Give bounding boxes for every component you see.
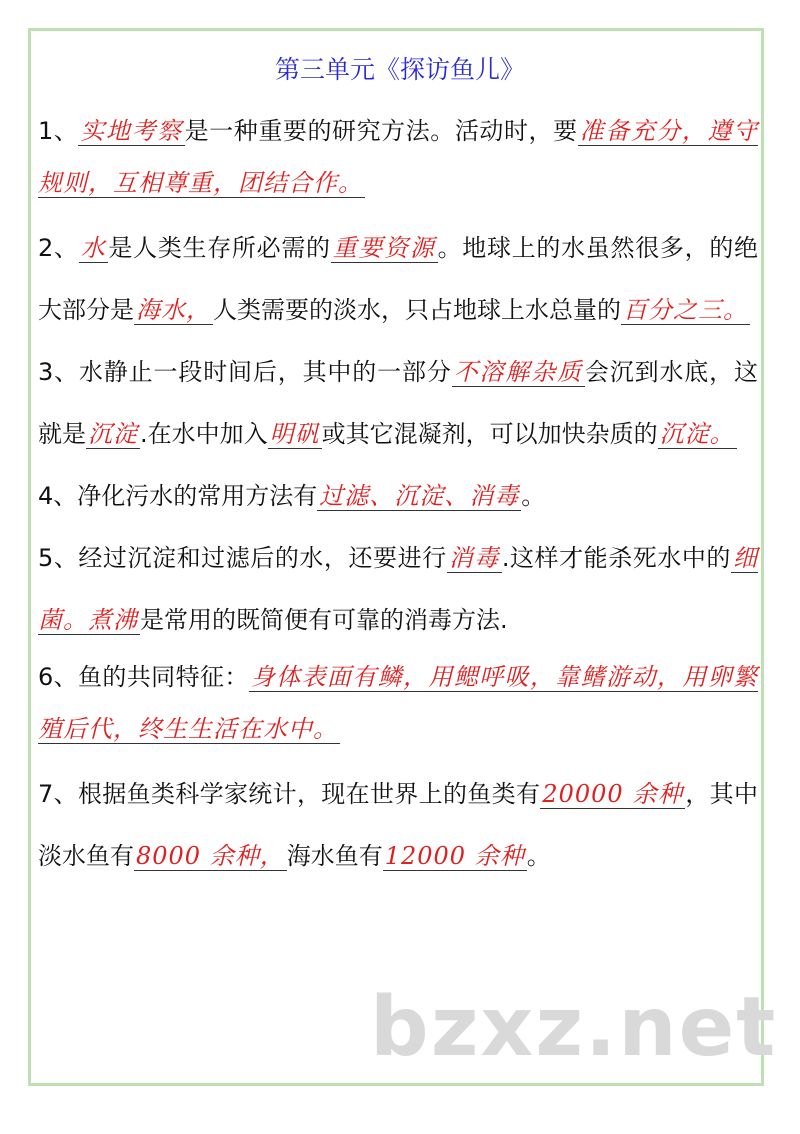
note-text: 。 bbox=[521, 482, 546, 510]
answer-blank: 12000 余种 bbox=[384, 842, 525, 870]
notes-content bbox=[38, 105, 758, 887]
answer-blank: 消毒 bbox=[448, 544, 500, 572]
answer-blank: 百分之三。 bbox=[623, 296, 748, 324]
answer-blank: 水 bbox=[80, 234, 107, 262]
note-item-2 bbox=[38, 217, 758, 341]
note-text: 。地球上的水虽然很多，的绝大部分是 bbox=[38, 234, 759, 324]
answer-blank: 8000 余种， bbox=[136, 842, 285, 870]
note-text: 会沉到水底，这就是 bbox=[38, 358, 759, 448]
note-text: 5、经过沉淀和过滤后的水，还要进行 bbox=[38, 544, 447, 572]
note-item-7 bbox=[38, 763, 758, 887]
answer-blank: 不溶解杂质 bbox=[453, 358, 583, 386]
note-text: 是常用的既简便有可靠的消毒方法. bbox=[140, 606, 508, 634]
note-item-4 bbox=[38, 465, 758, 527]
note-text: 3、水静止一段时间后，其中的一部分 bbox=[38, 358, 452, 386]
note-text: 2、 bbox=[38, 234, 79, 262]
page-title: 第三单元《探访鱼儿》 bbox=[274, 55, 525, 84]
answer-blank: 过滤、沉淀、消毒 bbox=[319, 482, 520, 510]
note-text: 。 bbox=[526, 842, 551, 870]
answer-blank: 实地考察 bbox=[80, 117, 183, 145]
answer-blank: 重要资源 bbox=[332, 234, 436, 262]
note-text: 4、净化污水的常用方法有 bbox=[38, 482, 318, 510]
note-text: 1、 bbox=[38, 117, 79, 145]
note-text: 或其它混凝剂，可以加快杂质的 bbox=[321, 420, 658, 448]
note-text: 6、鱼的共同特征： bbox=[38, 663, 249, 691]
note-text: .这样才能杀死水中的 bbox=[501, 544, 731, 572]
answer-blank: 海水， bbox=[136, 296, 211, 324]
note-text: 是一种重要的研究方法。活动时，要 bbox=[184, 117, 578, 145]
note-text: 人类需要的淡水，只占地球上水总量的 bbox=[213, 296, 621, 324]
note-text: 海水鱼有 bbox=[286, 842, 383, 870]
answer-blank: 沉淀。 bbox=[659, 420, 735, 448]
note-text: ，其中淡水鱼有 bbox=[38, 780, 758, 870]
answer-blank: 沉淀 bbox=[88, 420, 138, 448]
note-item-1 bbox=[38, 105, 758, 209]
note-text: .在水中加入 bbox=[140, 420, 268, 448]
note-item-5 bbox=[38, 527, 758, 651]
note-item-6 bbox=[38, 651, 758, 755]
answer-blank: 明矾 bbox=[269, 420, 320, 448]
watermark: bzxz.net bbox=[370, 980, 778, 1075]
answer-blank: 20000 余种 bbox=[542, 780, 684, 808]
answer-blank: 细菌。煮沸 bbox=[38, 544, 758, 634]
note-item-3 bbox=[38, 341, 758, 465]
answer-blank: 身体表面有鳞，用鳃呼吸，靠鳍游动，用卵繁殖后代，终生生活在水中。 bbox=[38, 663, 758, 743]
answer-blank: 准备充分，遵守规则，互相尊重，团结合作。 bbox=[38, 117, 759, 197]
note-text: 7、根据鱼类科学家统计，现在世界上的鱼类有 bbox=[38, 780, 541, 808]
note-text: 是人类生存所必需的 bbox=[108, 234, 331, 262]
